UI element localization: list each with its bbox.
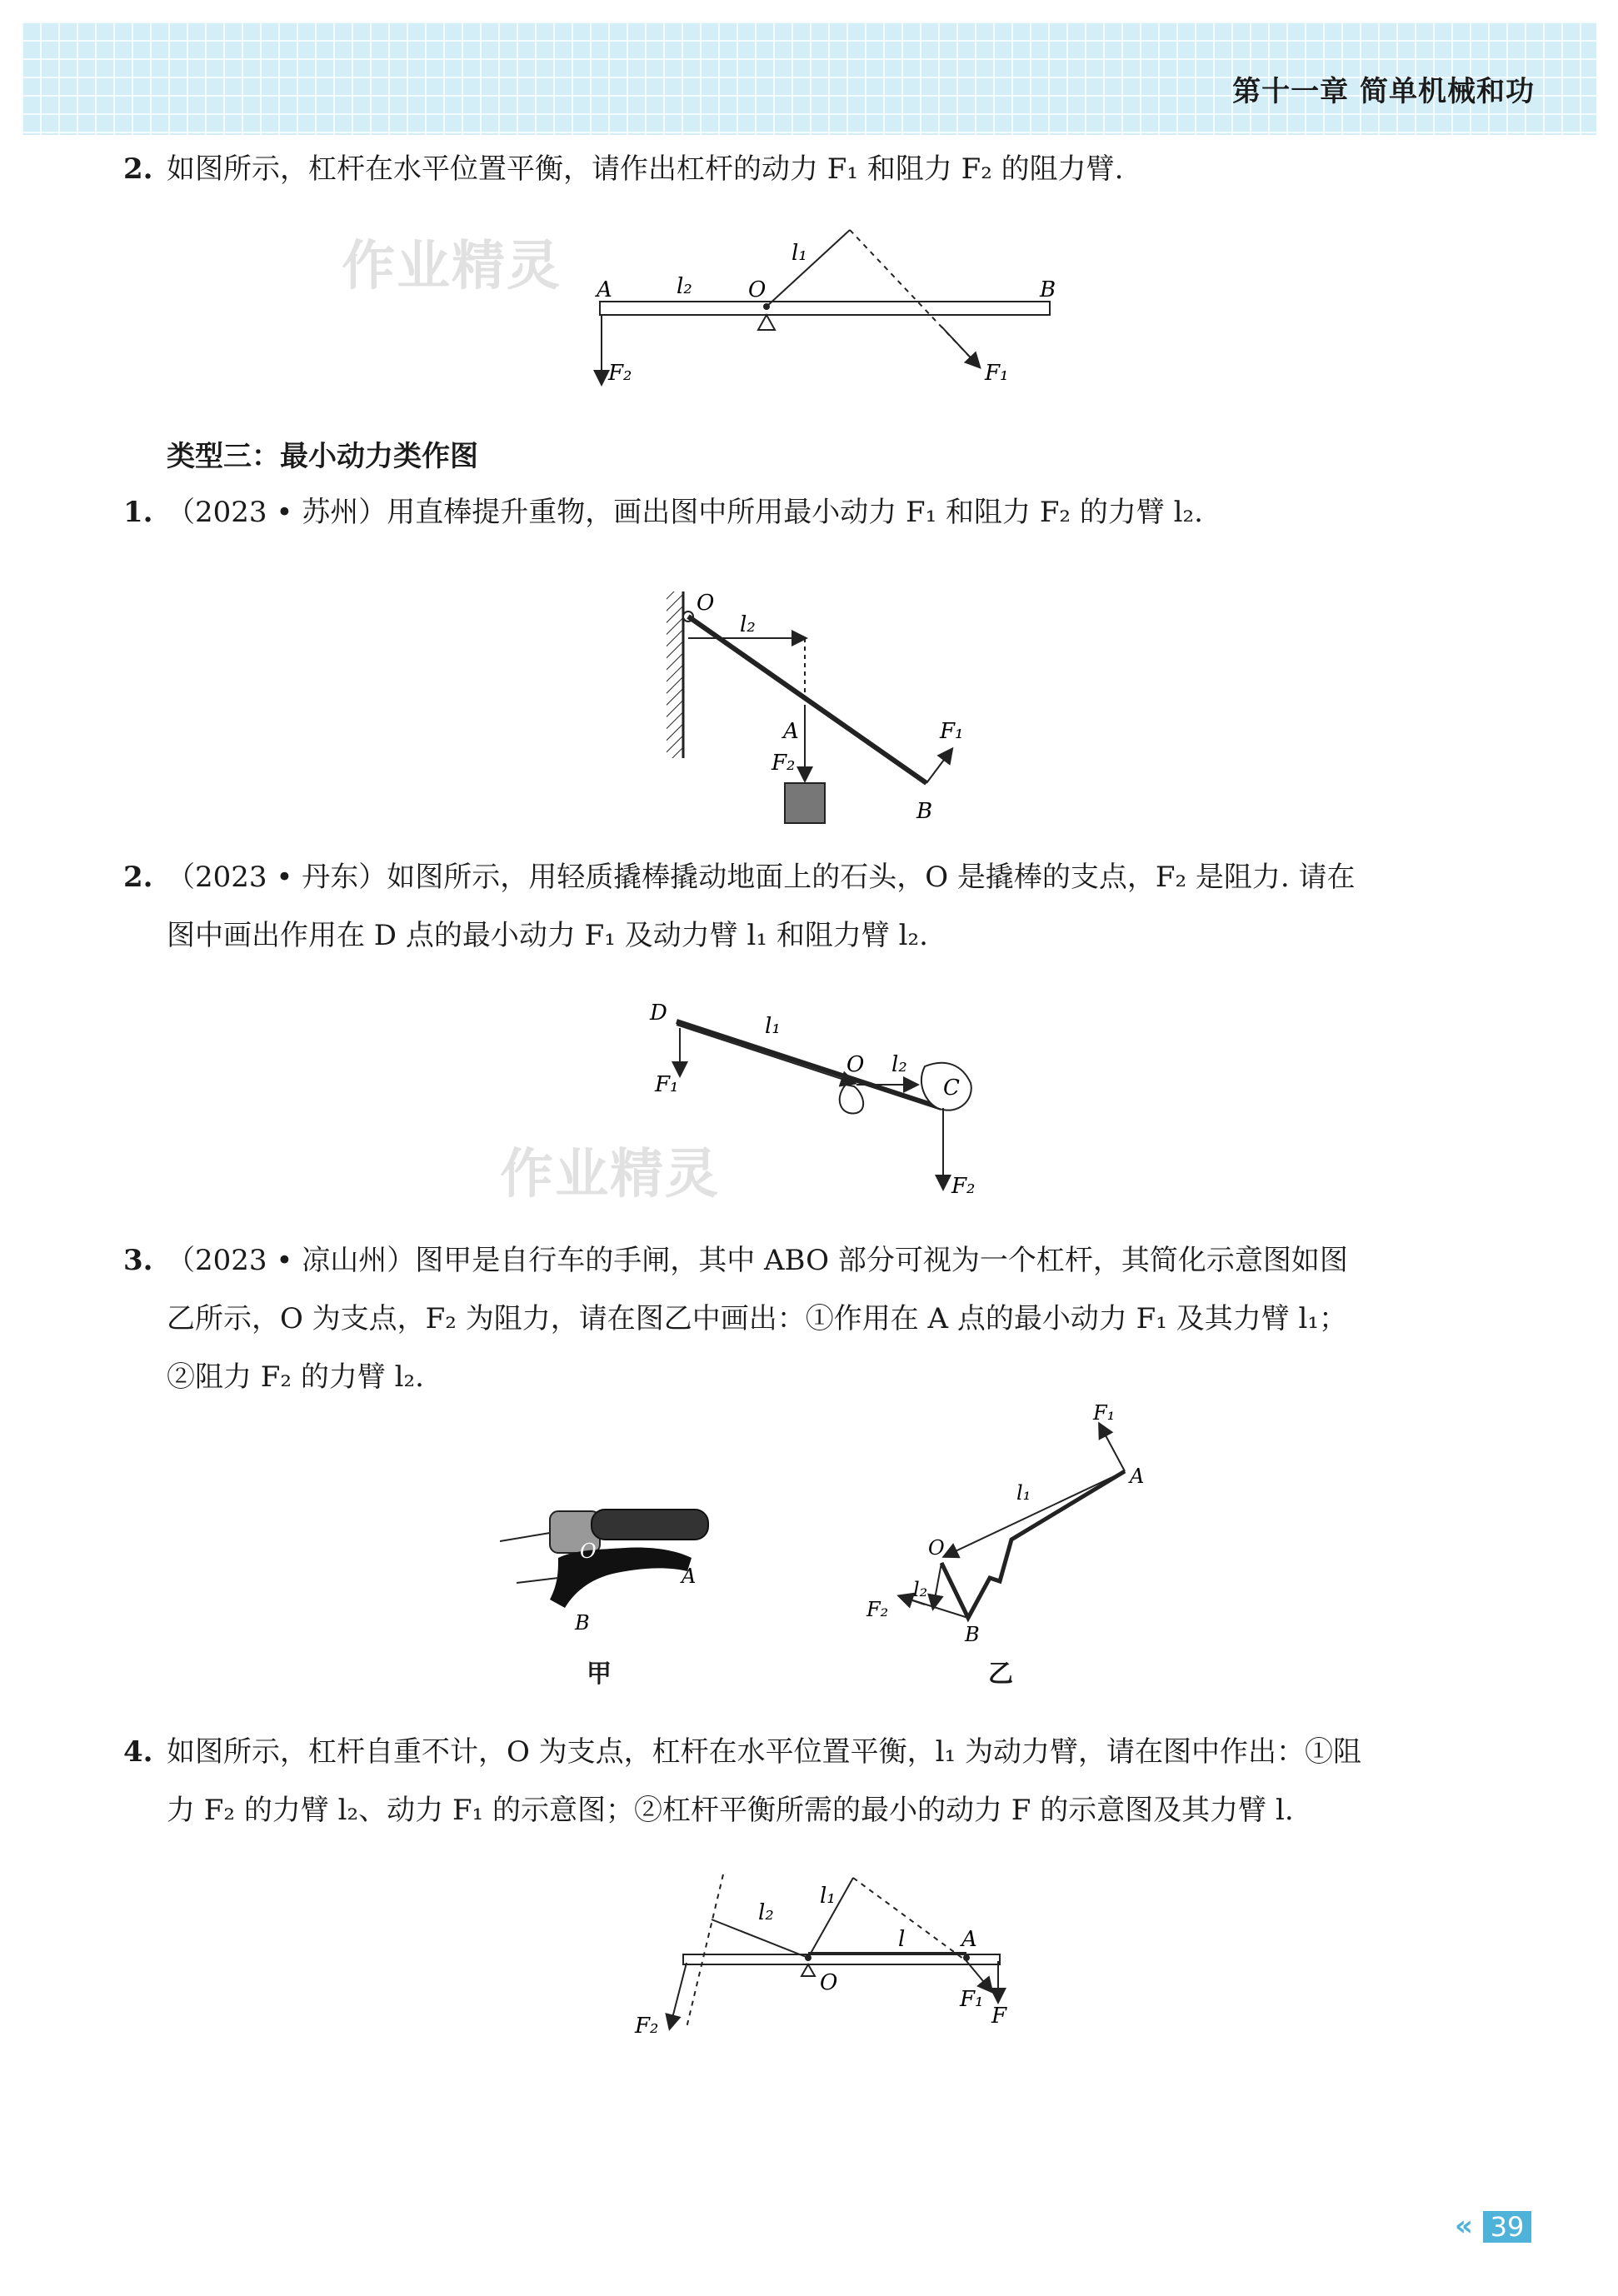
question-line-1: （2023 • 丹东）如图所示，用轻质撬棒撬动地面上的石头，O 是撬棒的支点，F₂ 是阻力. 请在 <box>167 861 1356 894</box>
question-number: 1. <box>123 496 153 529</box>
label-F1: F₁ <box>940 719 964 744</box>
label-O: O <box>928 1536 945 1560</box>
question-1 <box>123 483 1533 542</box>
lever-bar <box>683 1954 1000 1964</box>
question-line-2: 力 F₂ 的力臂 l₂、动力 F₁ 的示意图；②杠杆平衡所需的最小的动力 F 的示意图及其力臂 l. <box>167 1794 1294 1827</box>
caption-jia: 甲 <box>587 1660 612 1689</box>
label-B: B <box>916 799 933 824</box>
label-F1: F₁ <box>655 1072 679 1097</box>
label-A: A <box>961 1927 977 1952</box>
question-line-1: 如图所示，杠杆自重不计，O 为支点，杠杆在水平位置平衡，l₁ 为动力臂，请在图中作出：①阻 <box>167 1735 1361 1769</box>
question-line-2: 乙所示，O 为支点，F₂ 为阻力，请在图乙中画出：①作用在 A 点的最小动力 F₁ 及其力臂 l₁； <box>167 1302 1348 1335</box>
label-A: A <box>783 719 799 744</box>
f2-action-line <box>687 1874 723 2028</box>
label-l1: l₁ <box>1016 1481 1031 1505</box>
label-l1: l₁ <box>765 1014 781 1039</box>
label-F: F <box>991 2004 1007 2029</box>
point-A <box>963 1954 970 1961</box>
page-number-value: 39 <box>1483 2211 1531 2243</box>
question-line-2: 图中画出作用在 D 点的最小动力 F₁ 及动力臂 l₁ 和阻力臂 l₂. <box>167 919 928 952</box>
question-3 <box>123 1231 1533 1406</box>
label-l1: l₁ <box>792 241 807 266</box>
caption-yi: 乙 <box>988 1660 1013 1689</box>
label-F2: F₂ <box>772 751 796 776</box>
label-D: D <box>650 1001 667 1026</box>
label-F1: F₁ <box>960 1987 984 2012</box>
force-f2-arrow <box>670 1963 687 2028</box>
label-O: O <box>580 1540 597 1563</box>
brake-lever <box>550 1548 692 1609</box>
arm-l1 <box>945 1471 1125 1556</box>
label-O: O <box>748 277 767 302</box>
label-B: B <box>575 1611 590 1635</box>
label-F2: F₂ <box>866 1598 889 1621</box>
fulcrum-triangle <box>758 315 775 330</box>
label-O: O <box>697 591 715 616</box>
force-f1-arrow <box>1100 1425 1125 1471</box>
question-number: 2. <box>123 861 153 894</box>
arm-l1 <box>767 230 850 307</box>
wall-hatch <box>667 591 683 758</box>
question-line-3: ②阻力 F₂ 的力臂 l₂. <box>167 1360 424 1394</box>
force-f1-arrow <box>926 750 951 783</box>
question-2 <box>123 848 1533 965</box>
label-O: O <box>846 1052 865 1077</box>
label-B: B <box>1040 277 1056 302</box>
weight-block <box>785 783 825 823</box>
question-number: 3. <box>123 1244 153 1277</box>
label-l2: l₂ <box>891 1052 907 1077</box>
label-l1: l₁ <box>820 1884 836 1909</box>
label-A: A <box>597 277 612 302</box>
watermark: 作业精灵 <box>342 236 562 297</box>
handle-grip <box>592 1510 708 1540</box>
fulcrum-triangle <box>802 1964 815 1976</box>
watermark: 作业精灵 <box>500 1144 720 1205</box>
question-number: 4. <box>123 1735 153 1769</box>
chapter-title: 第十一章 简单机械和功 <box>1232 75 1535 108</box>
lever-bar <box>600 302 1050 315</box>
label-C: C <box>943 1076 960 1101</box>
question-number: 2. <box>123 152 153 186</box>
label-F2: F₂ <box>608 361 632 386</box>
chevron-left-icon: « <box>1455 2209 1473 2243</box>
label-F1: F₁ <box>1093 1401 1116 1425</box>
question-text: （2023 • 苏州）用直棒提升重物，画出图中所用最小动力 F₁ 和阻力 F₂ 的力臂 l₂. <box>167 496 1203 529</box>
label-F2: F₂ <box>635 2014 659 2039</box>
label-F1: F₁ <box>985 361 1009 386</box>
label-O: O <box>820 1970 838 1995</box>
label-F2: F₂ <box>951 1174 976 1199</box>
rod <box>688 616 926 783</box>
cable <box>500 1533 550 1541</box>
figure-brake-photo <box>500 1491 717 1645</box>
question-line-1: （2023 • 凉山州）图甲是自行车的手闸，其中 ABO 部分可视为一个杠杆，其简化示意图如图 <box>167 1244 1348 1277</box>
label-l2: l₂ <box>740 612 756 637</box>
cable-lower <box>517 1578 558 1583</box>
label-l2: l₂ <box>913 1578 928 1601</box>
arm-l2 <box>933 1563 941 1608</box>
question-prev-2 <box>123 140 1533 198</box>
label-l2: l₂ <box>758 1900 774 1925</box>
force-f1-arrow <box>941 327 979 367</box>
figure-lift-rod <box>658 583 991 853</box>
label-B: B <box>965 1623 980 1646</box>
fulcrum-rock <box>840 1085 863 1114</box>
f1-action-line <box>853 1878 966 1961</box>
label-l2: l₂ <box>677 274 692 299</box>
question-4 <box>123 1723 1533 1839</box>
label-A: A <box>1130 1465 1145 1488</box>
question-text: 如图所示，杠杆在水平位置平衡，请作出杠杆的动力 F₁ 和阻力 F₂ 的阻力臂. <box>167 152 1124 186</box>
figure-lever-minimum-force <box>617 1849 1033 2053</box>
figure-lever-horizontal <box>583 217 1083 403</box>
label-A: A <box>682 1565 697 1588</box>
label-l: l <box>898 1927 906 1952</box>
figure-brake-diagram <box>841 1400 1191 1653</box>
section-title: 类型三：最小动力类作图 <box>167 440 478 473</box>
page-number <box>1455 2209 1531 2246</box>
